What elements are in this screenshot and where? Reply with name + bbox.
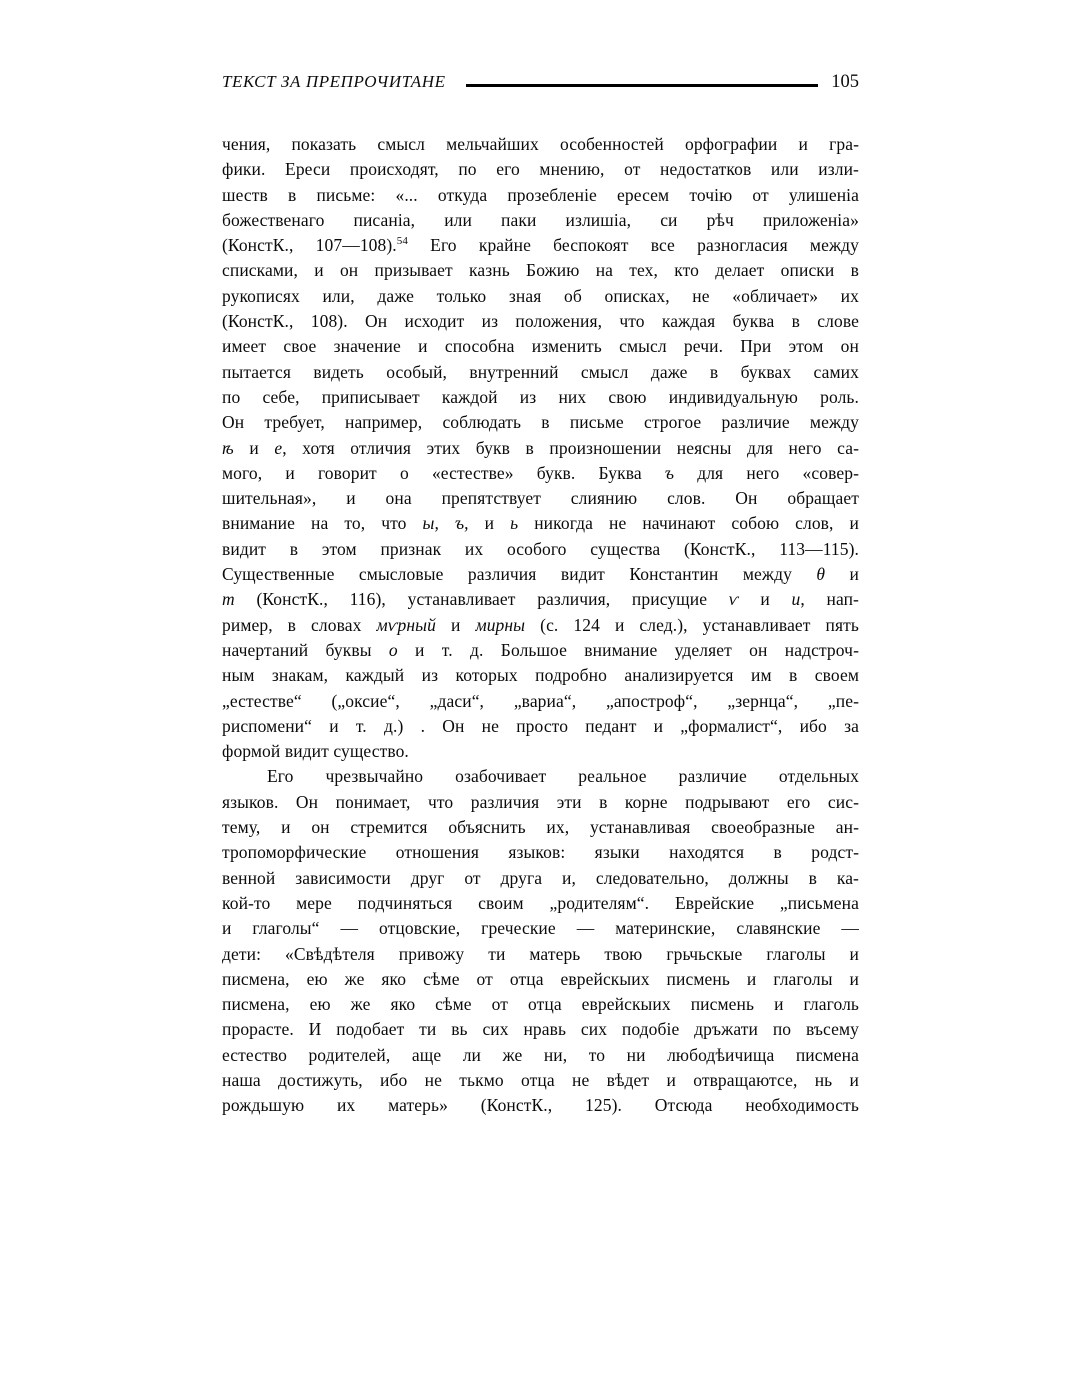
text-line [222, 866, 859, 891]
text-line [222, 233, 859, 258]
text-segment: θ [816, 564, 826, 585]
text-line [222, 916, 859, 941]
text-segment [439, 513, 455, 533]
text-line [222, 790, 859, 815]
text-line [222, 486, 859, 511]
text-segment: , хотя отличия этих букв в произношении неясны для него са- [282, 437, 859, 458]
text-segment: по себе, приписывает каждой из них свою индивидуальную роль. [222, 386, 859, 407]
text-segment: и [791, 589, 801, 610]
text-line [222, 1017, 859, 1042]
text-segment: чения, показать смысл мельчайших особенностей орфографии и гра- [222, 134, 859, 154]
text-segment: Существенные смысловые различия видит Константин между [222, 564, 817, 585]
text-segment: языков. Он понимает, что различия эти в корне подрывают его сис- [222, 791, 859, 812]
text-segment: начертаний буквы [222, 639, 389, 660]
text-segment: фики. Ереси происходят, по его мнению, от недостатков или изли- [222, 159, 859, 180]
text-line [222, 891, 859, 916]
text-segment: имеет свое значение и способна изменить смысл речи. При этом он [222, 336, 859, 357]
text-segment: т [222, 589, 235, 610]
text-line [222, 157, 859, 182]
text-segment: и т. д. Большое внимание уделяет он надстроч- [397, 639, 859, 660]
text-line [222, 132, 859, 157]
text-line [222, 840, 859, 865]
text-segment: шительная», и она препятствует слиянию слов. Он обращает [222, 488, 859, 509]
text-line [222, 587, 859, 612]
text-line [222, 385, 859, 410]
text-line [222, 410, 859, 435]
text-segment: (КонстК., 116), устанавливает различия, присущие [234, 589, 729, 610]
text-segment: писмена, ею же яко сѣме от отца еврейскыих писмень и глаголь [222, 994, 859, 1015]
text-segment: рождьшую их матерь» (КонстК., 125). Отсюда необходимость [222, 1095, 859, 1116]
text-segment: венной зависимости друг от друга и, следовательно, должны в ка- [222, 867, 859, 888]
text-segment: и [435, 614, 476, 635]
text-segment: видит в этом признак их особого существа (КонстК., 113—115). [222, 538, 859, 559]
text-segment: шеств в письме: «... откуда прозебленіе ересем точію от улишеніа [222, 184, 859, 205]
text-segment: „естестве“ („оксие“, „даси“, „вариа“, „апостроф“, „зернца“, „пе- [222, 690, 859, 711]
text-line [222, 1043, 859, 1068]
text-segment: и [738, 589, 792, 610]
text-segment: тропоморфические отношения языков: языки находятся в родст- [222, 842, 859, 863]
text-segment: о [388, 639, 398, 660]
text-segment: (с. 124 и след.), устанавливает пять [525, 614, 859, 635]
text-segment: и [825, 564, 859, 585]
text-segment: Он требует, например, соблюдать в письме строгое различие между [222, 412, 859, 433]
text-line [222, 511, 859, 536]
text-line [222, 309, 859, 334]
text-segment: (КонстК., 108). Он исходит из положения, что каждая буква в слове [222, 311, 859, 332]
text-segment: ъ, [454, 513, 469, 534]
text-line [222, 613, 859, 638]
page-header [222, 72, 859, 92]
text-line [222, 638, 859, 663]
text-line [222, 1068, 859, 1093]
text-segment: и глаголы“ — отцовские, греческие — материнские, славянские — [222, 918, 859, 939]
header-rule [466, 84, 819, 87]
text-segment: естество родителей, аще ли же ни, то ни любодѣичища писмена [222, 1044, 859, 1065]
page-body [222, 132, 859, 1119]
text-segment: ным знакам, каждый из которых подробно анализируется им в своем [222, 665, 859, 686]
text-segment: и [233, 437, 275, 458]
text-line [222, 1093, 859, 1118]
text-line [222, 360, 859, 385]
text-segment: , нап- [800, 589, 859, 610]
text-segment: ример, в словах [222, 614, 377, 635]
text-segment: (КонстК., 107—108). [222, 235, 397, 256]
text-segment: Его чрезвычайно озабочивает реальное различие отдельных [267, 766, 859, 787]
text-segment: мирны [475, 614, 526, 635]
text-segment: писмена, ею же яко сѣме от отца еврейскыих писмень и глаголы и [222, 968, 859, 989]
text-line [222, 714, 859, 739]
text-line [222, 764, 859, 789]
text-segment: и [468, 513, 511, 534]
text-line [222, 739, 859, 764]
text-segment: мѵрный [376, 614, 436, 635]
text-segment: риспомени“ и т. д.) . Он не просто педант и „формалист“, ибо за [222, 715, 859, 736]
text-line [222, 967, 859, 992]
text-segment: тему, и он стремится объяснить их, устанавливая своеобразные ан- [222, 817, 859, 838]
text-segment: ы, [422, 513, 439, 534]
text-line [222, 689, 859, 714]
text-segment: ъ [664, 462, 675, 483]
text-line [222, 258, 859, 283]
text-segment: ѵ [728, 589, 739, 610]
text-segment: ѣ [222, 437, 234, 458]
text-line [222, 284, 859, 309]
text-segment: е [274, 437, 283, 458]
text-segment: наша достижуть, ибо не тькмо отца не вѣдет и отвращаютсе, нь и [222, 1069, 859, 1090]
text-line [222, 663, 859, 688]
text-segment: никогда не начинают собою слов, и [518, 513, 859, 534]
text-segment: мого, и говорит о «естестве» букв. Буква [222, 462, 665, 483]
text-line [222, 436, 859, 461]
text-line [222, 334, 859, 359]
text-line [222, 183, 859, 208]
text-line [222, 992, 859, 1017]
text-segment: Его крайне беспокоят все разногласия между [407, 235, 860, 256]
page-number: 105 [831, 71, 859, 92]
text-segment: для него «совер- [674, 462, 859, 483]
text-line [222, 815, 859, 840]
running-title: ТЕКСТ ЗА ПРЕПРОЧИТАНЕ [222, 72, 446, 91]
footnote-marker: 54 [396, 235, 408, 248]
text-segment: списками, и он призывает казнь Божию на тех, кто делает описки в [222, 260, 859, 281]
text-segment: внимание на то, что [222, 513, 423, 534]
text-segment: кой-то мере подчиняться своим „родителям“. Еврейские „письмена [222, 892, 859, 913]
text-line [222, 537, 859, 562]
text-segment: рукописях или, даже только зная об описках, не «обличает» их [222, 285, 859, 306]
text-segment: дети: «Свѣдѣтеля привожу ти матерь твою грьчьскые глаголы и [222, 943, 859, 964]
text-line [222, 208, 859, 233]
text-segment: пытается видеть особый, внутренний смысл даже в буквах самих [222, 361, 859, 382]
text-segment: прорасте. И подобает ти вь сих нравь сих подобіе дръжати по въсему [222, 1019, 859, 1040]
text-line [222, 461, 859, 486]
text-line [222, 562, 859, 587]
text-segment: формой видит существо. [222, 741, 409, 762]
text-line [222, 942, 859, 967]
text-segment: ь [510, 513, 519, 534]
text-segment: божественаго писаніа, или паки излишіа, си рѣч приложеніа» [222, 209, 859, 230]
